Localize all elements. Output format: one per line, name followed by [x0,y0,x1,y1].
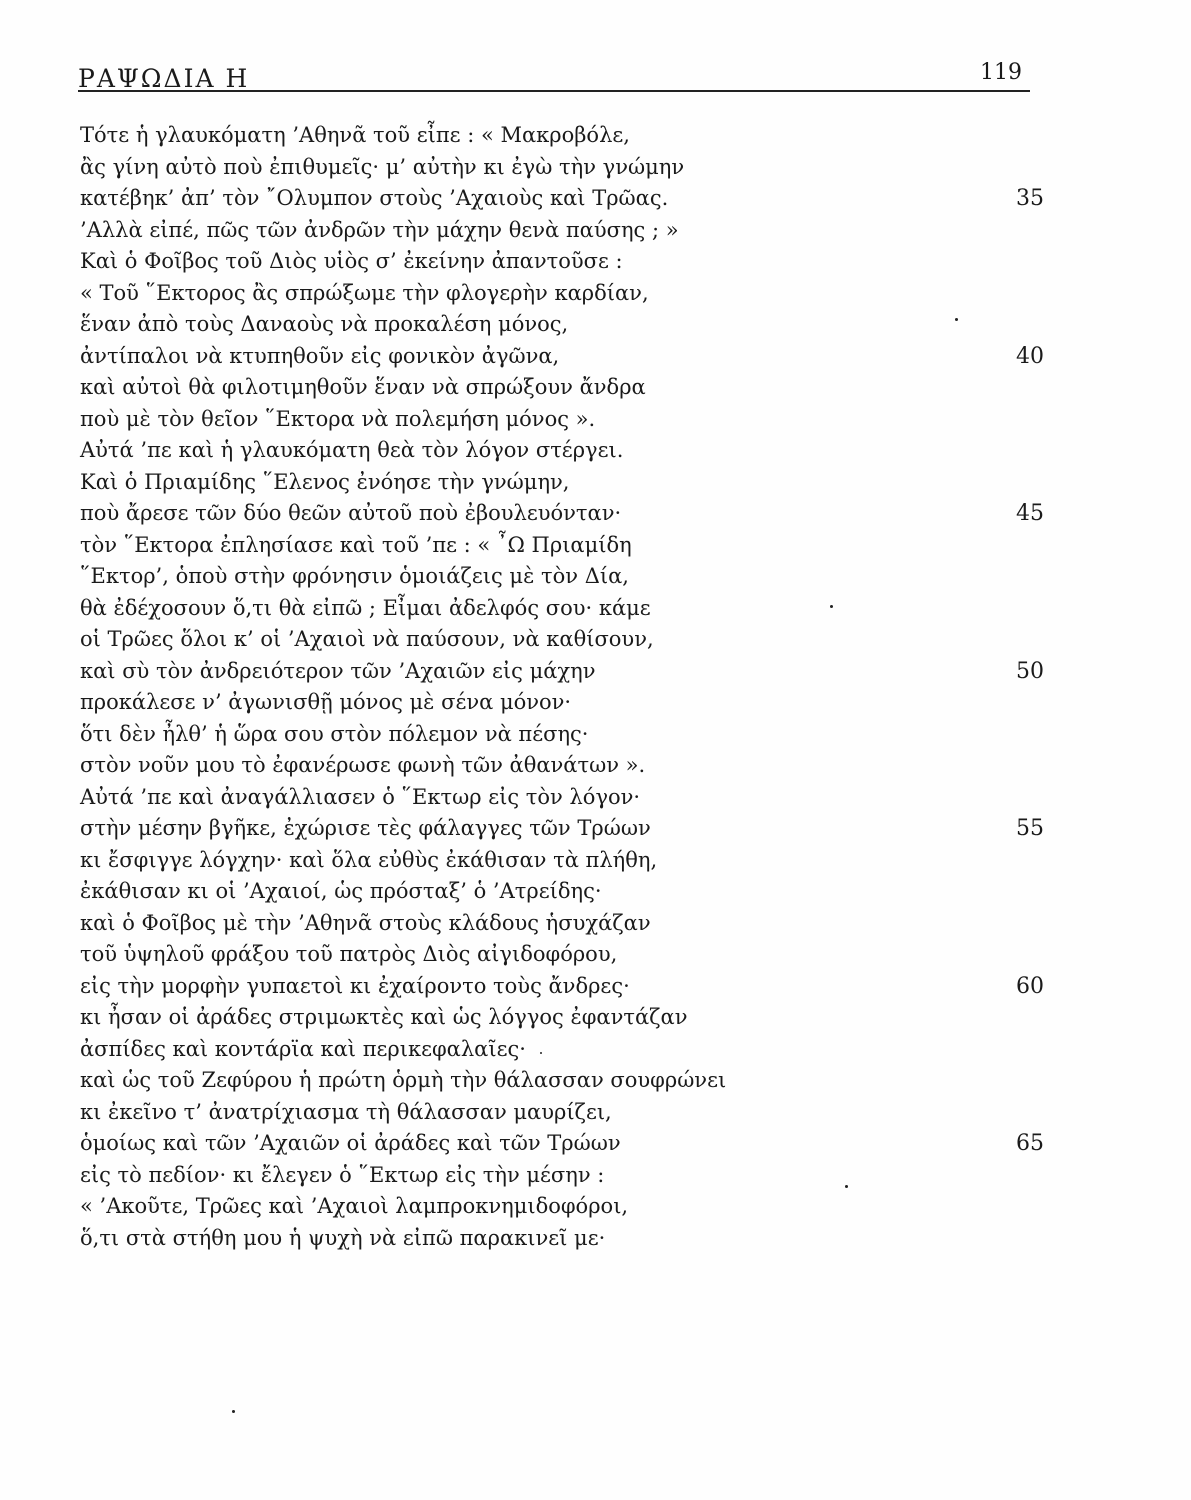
verse-text: ποὺ μὲ τὸν θεῖον ῞Εκτορα νὰ πολεμήση μόνος ». [80,406,596,431]
verse-line [80,656,1044,688]
verse-text: ῞Εκτορ’, ὁποὺ στὴν φρόνησιν ὁμοιάζεις μὲ τὸν Δία, [80,564,629,588]
verse-text: Τότε ἡ γλαυκόματη ’Αθηνᾶ τοῦ εἶπε : « Μακροβόλε, [80,123,630,147]
line-number: 65 [1016,1131,1044,1156]
verse-line [80,278,1040,310]
verse-line [80,1128,1044,1160]
verse-line [80,1191,1040,1223]
verse-line [80,435,1040,467]
verse-text: οἱ Τρῶες ὅλοι κ’ οἱ ’Αχαιοὶ νὰ παύσουν, νὰ καθίσουν, [80,627,654,651]
verse-text: ποὺ ἄρεσε τῶν δύο θεῶν αὐτοῦ ποὺ ἐβουλευόνταν· [80,501,622,525]
chapter-title: ΡΑΨΩΔΙΑ Η [78,64,250,93]
verse-line [80,183,1044,215]
scan-speck [540,1052,542,1054]
scan-speck [845,1185,848,1188]
verse-text: κατέβηκ’ ἀπ’ τὸν ῎Ολυμπον στοὺς ’Αχαιοὺς καὶ Τρῶας. [80,186,669,210]
line-number: 60 [1016,973,1044,999]
verse-line [80,624,1040,656]
verse-text: ὁμοίως καὶ τῶν ’Αχαιῶν οἱ ἀράδες καὶ τῶν Τρώων [80,1131,621,1155]
verse-line [80,687,1040,719]
verse-line [80,372,1040,404]
verse-text: εἰς τὴν μορφὴν γυπαετοὶ κι ἐχαίροντο τοὺς ἄνδρες· [80,973,630,998]
verse-line [80,813,1044,845]
verse-text: κι ἦσαν οἱ ἀράδες στριμωκτὲς καὶ ὡς λόγγος ἐφαντάζαν [80,1005,688,1029]
verse-text: ἕναν ἀπὸ τοὺς Δαναοὺς νὰ προκαλέση μόνος, [80,312,569,336]
scan-speck [955,318,958,321]
verse-text: Καὶ ὁ Φοῖβος τοῦ Διὸς υἱὸς σ’ ἐκείνην ἀπαντοῦσε : [80,249,623,273]
verse-text: Αὐτά ’πε καὶ ἀναγάλλιασεν ὁ ῞Εκτωρ εἰς τὸν λόγον· [80,784,641,809]
header-rule [78,90,1030,92]
verse-text: ἀσπίδες καὶ κοντάρϊα καὶ περικεφαλαῖες· [80,1036,526,1061]
verse-text: ἀντίπαλοι νὰ κτυπηθοῦν εἰς φονικὸν ἀγῶνα, [80,343,560,368]
verse-text: « ’Ακοῦτε, Τρῶες καὶ ’Αχαιοὶ λαμπροκνημιδοφόροι, [80,1194,629,1218]
verse-line [80,845,1040,877]
verse-line [80,561,1040,593]
verse-text: καὶ ὁ Φοῖβος μὲ τὴν ’Αθηνᾶ στοὺς κλάδους ἡσυχάζαν [80,910,651,935]
page-number: 119 [980,60,1022,85]
verse-text: εἰς τὸ πεδίον· κι ἔλεγεν ὁ ῞Εκτωρ εἰς τὴν μέσην : [80,1162,605,1187]
verse-text: ὅτι δὲν ἦλθ’ ἡ ὥρα σου στὸν πόλεμον νὰ πέσης· [80,721,589,746]
verse-line [80,215,1040,247]
verse-line [80,498,1044,530]
verse-line [80,120,1040,152]
verse-line [80,876,1040,908]
verse-text: προκάλεσε ν’ ἀγωνισθῇ μόνος μὲ σένα μόνον· [80,690,572,714]
verse-line [80,152,1040,184]
verse-line [80,782,1040,814]
verse-line [80,750,1040,782]
verse-text: στὴν μέσην βγῆκε, ἐχώρισε τὲς φάλαγγες τῶν Τρώων [80,816,651,840]
verse-line [80,1034,1040,1066]
verse-line [80,246,1040,278]
line-number: 40 [1016,343,1044,369]
scan-speck [830,605,833,608]
verse-text: καὶ αὐτοὶ θὰ φιλοτιμηθοῦν ἕναν νὰ σπρώξουν ἄνδρα [80,375,646,399]
verse-text: τοῦ ὑψηλοῦ φράξου τοῦ πατρὸς Διὸς αἰγιδοφόρου, [80,942,618,966]
verse-text: ’Αλλὰ εἰπέ, πῶς τῶν ἀνδρῶν τὴν μάχην θενὰ παύσης ; » [80,217,679,242]
verse-text: ὅ,τι στὰ στήθη μου ἡ ψυχὴ νὰ εἰπῶ παρακινεῖ με· [80,1225,606,1250]
running-head [78,58,1030,93]
verse-text: « Τοῦ ῞Εκτορος ἂς σπρώξωμε τὴν φλογερὴν καρδίαν, [80,280,649,305]
verse-line [80,1097,1040,1129]
verse-text: Αὐτά ’πε καὶ ἡ γλαυκόματη θεὰ τὸν λόγον στέργει. [80,438,624,462]
line-number: 50 [1016,658,1044,684]
verse-text: καὶ ὡς τοῦ Ζεφύρου ἡ πρώτη ὁρμὴ τὴν θάλασσαν σουφρώνει [80,1068,727,1092]
verse-text: κι ἔσφιγγε λόγχην· καὶ ὅλα εὐθὺς ἐκάθισαν τὰ πλήθη, [80,847,658,872]
line-number: 35 [1016,186,1044,211]
verse-text: στὸν νοῦν μου τὸ ἐφανέρωσε φωνὴ τῶν ἀθανάτων ». [80,753,646,777]
verse-line [80,1223,1040,1255]
verse-line [80,467,1040,499]
verse-text: ἐκάθισαν κι οἱ ’Αχαιοί, ὡς πρόσταξ’ ὁ ’Ατρείδης· [80,879,602,903]
verse-line [80,530,1040,562]
verse-line [80,719,1040,751]
verse-line [80,1160,1040,1192]
verse-line [80,341,1044,373]
verse-text: ἂς γίνη αὐτὸ ποὺ ἐπιθυμεῖς· μ’ αὐτὴν κι ἐγὼ τὴν γνώμην [80,154,685,179]
verse-text: καὶ σὺ τὸν ἀνδρειότερον τῶν ’Αχαιῶν εἰς μάχην [80,658,596,683]
line-number: 45 [1016,501,1044,526]
verse-text: Καὶ ὁ Πριαμίδης ῞Ελενος ἐνόησε τὴν γνώμην, [80,469,570,494]
verse-line [80,404,1040,436]
line-number: 55 [1016,816,1044,841]
verse-line [80,309,1040,341]
verse-text: κι ἐκεῖνο τ’ ἀνατρίχιασμα τὴ θάλασσαν μαυρίζει, [80,1099,612,1124]
scan-speck [232,1410,235,1413]
verse-text: τὸν ῞Εκτορα ἐπλησίασε καὶ τοῦ ’πε : « ῏Ω Πριαμίδη [80,532,632,557]
verse-line [80,939,1040,971]
verse-line [80,971,1044,1003]
verse-line [80,593,1040,625]
verse-line [80,908,1040,940]
verse-text: θὰ ἐδέχοσουν ὅ,τι θὰ εἰπῶ ; Εἶμαι ἀδελφός σου· κάμε [80,595,651,620]
verse-line [80,1002,1040,1034]
verse-line [80,1065,1040,1097]
verse-body [80,120,1044,1254]
